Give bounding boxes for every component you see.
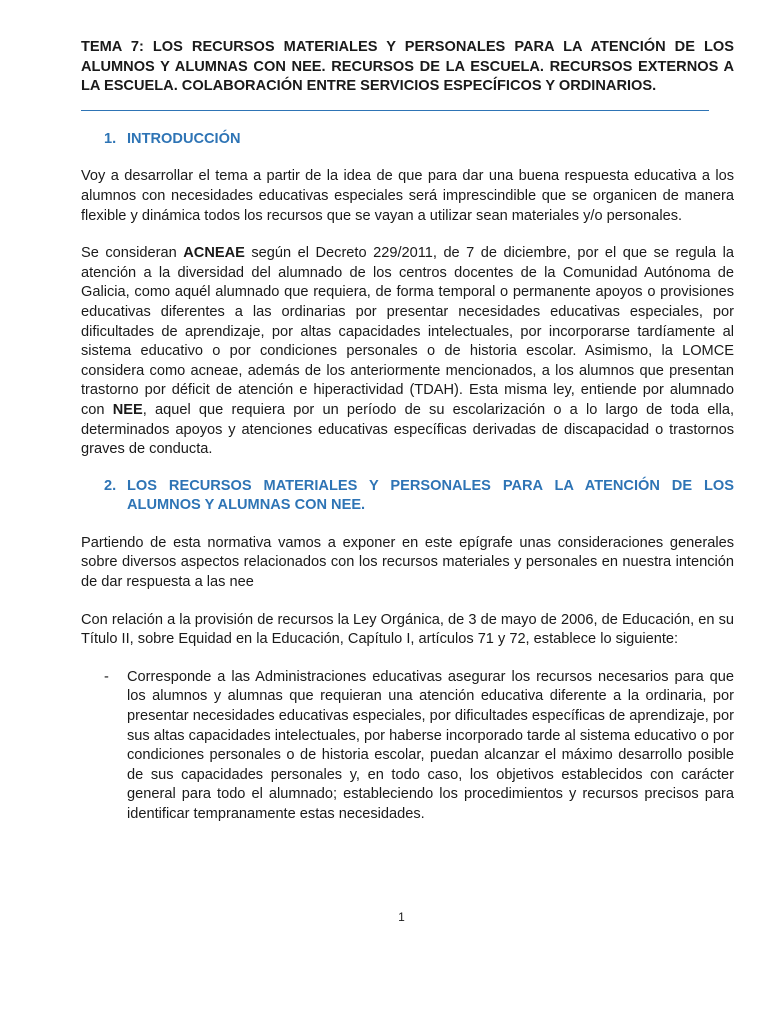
intro-paragraph-2 xyxy=(81,244,734,460)
page-number: 1 xyxy=(398,910,405,924)
list-item xyxy=(81,668,734,825)
section-title: INTRODUCCIÓN xyxy=(127,130,241,147)
section-number: 2. xyxy=(104,477,117,494)
paragraph-text: , aquel que requiera por un período de su escolarización o a lo largo de toda ella, determinados apoyos y atenciones educativas específicas derivadas de discapacidad o trastornos graves de conducta. xyxy=(81,401,734,458)
section-title: LOS RECURSOS MATERIALES Y PERSONALES PARA LA ATENCIÓN DE LOS ALUMNOS Y ALUMNAS CON NEE. xyxy=(127,477,734,514)
section2-paragraph-1: Partiendo de esta normativa vamos a exponer en este epígrafe unas consideraciones generales sobre diversos aspectos relacionados con los recursos materiales y personales en nuestra intención de dar respuesta a las nee xyxy=(81,534,734,591)
paragraph-text: según el Decreto 229/2011, de 7 de diciembre, por el que se regula la atención a la diversidad del alumnado de los centros docentes de la Comunidad Autónoma de Galicia, como aquél alumnado que requiera, de forma temporal o permanente apoyos o provisiones educativas diferentes a las ordinarias por presentar necesidades educativas especiales, por dificultades de aprendizaje, por altas capacidades intelectuales, por incorporarse tardíamente al sistema educativo o por condiciones personales o de historia escolar. Asimismo, la LOMCE considera como acneae, además de los anteriormente mencionados, a los alumnos que presentan trastorno por déficit de atención e hiperactividad (TDAH). Esta misma ley, entiende por alumnado con xyxy=(81,245,734,418)
acneae-term: ACNEAE xyxy=(183,245,245,262)
section-number: 1. xyxy=(104,130,117,147)
paragraph-text: Se consideran xyxy=(81,245,184,262)
section-heading-introduccion xyxy=(81,130,734,150)
document-title: TEMA 7: LOS RECURSOS MATERIALES Y PERSONALES PARA LA ATENCIÓN DE LOS ALUMNOS Y ALUMNAS CON NEE. RECURSOS DE LA ESCUELA. RECURSOS EXTERNOS A LA ESCUELA. COLABORACIÓN ENTRE SERVICIOS ESPECÍFICOS Y ORDINARIOS. xyxy=(81,39,734,95)
intro-paragraph-1: Voy a desarrollar el tema a partir de la idea de que para dar una buena respuesta educativa a los alumnos con necesidades educativas especiales será imprescindible que se organicen de manera flexible y dinámica todos los recursos que se vayan a utilizar sean materiales y/o personales. xyxy=(81,168,734,224)
bullet-marker: - xyxy=(104,668,109,685)
section-heading-recursos xyxy=(81,477,734,516)
document-page xyxy=(81,38,734,825)
section2-paragraph-2: Con relación a la provisión de recursos la Ley Orgánica, de 3 de mayo de 2006, de Educación, en su Título II, sobre Equidad en la Educación, Capítulo I, artículos 71 y 72, establece lo siguiente: xyxy=(81,611,734,648)
title-divider xyxy=(81,110,709,111)
bullet-text: Corresponde a las Administraciones educativas asegurar los recursos necesarios para que los alumnos y alumnas que requieran una atención educativa diferente a la ordinaria, por presentar necesidades educativas especiales, por dificultades específicas de aprendizaje, por sus altas capacidades intelectuales, por haberse incorporado tarde al sistema educativo o por condiciones personales o de historia escolar, puedan alcanzar el máximo desarrollo posible de sus capacidades personales y, en todo caso, los objetivos establecidos con carácter general para todo el alumnado; estableciendo los procedimientos y recursos precisos para identificar tempranamente estas necesidades. xyxy=(127,668,734,822)
nee-term: NEE xyxy=(112,401,143,418)
